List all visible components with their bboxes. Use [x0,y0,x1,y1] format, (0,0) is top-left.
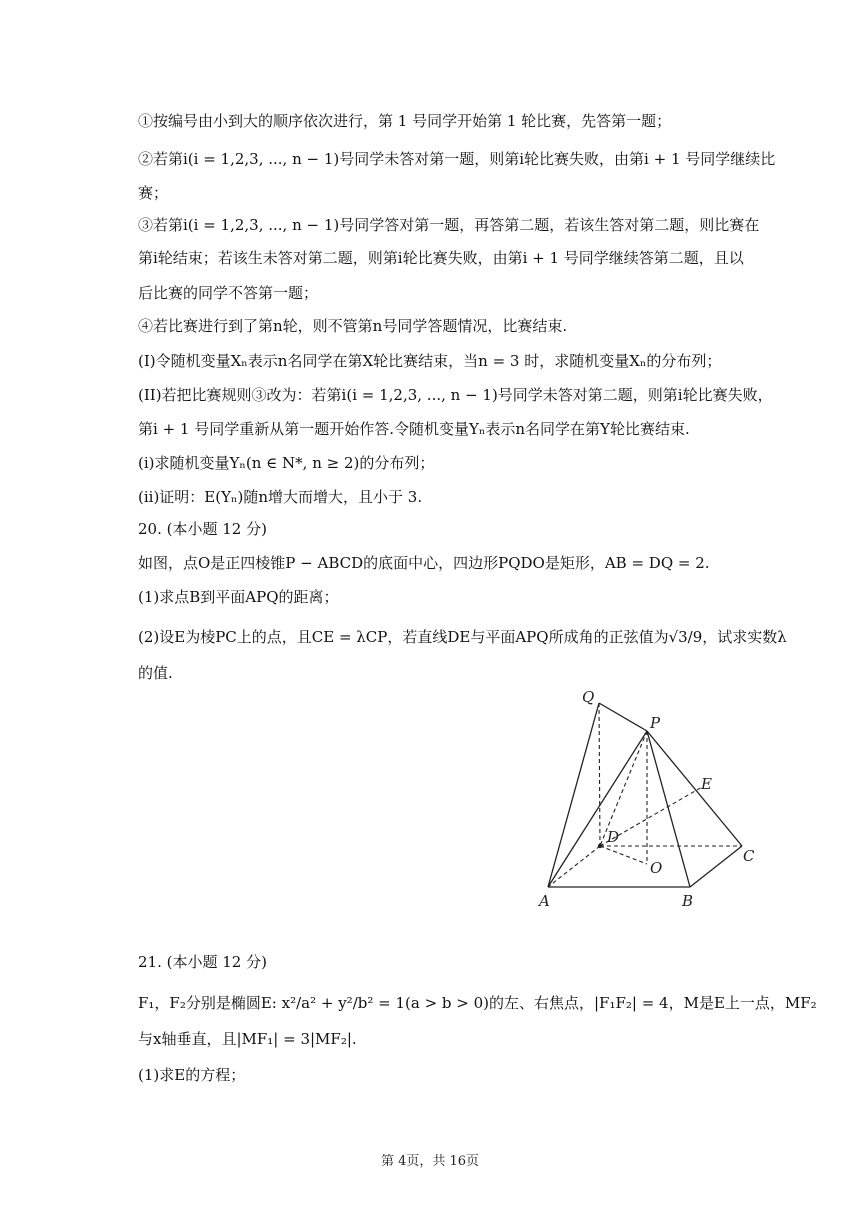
edge-DA [548,846,600,887]
edge-PA [548,731,647,887]
q20-part-2: (2)设E为棱PC上的点，且CE = λCP，若直线DE与平面APQ所成角的正弦值为√3/9，试求实数λ [138,628,787,646]
q21-stem: F₁，F₂分别是椭圆E: x²/a² + y²/b² = 1(a > b > 0)的左、右焦点，|F₁F₂| = 4，M是E上一点，MF₂ [138,994,817,1012]
pyramid-figure [530,686,770,914]
q19-part-II-b: 第i + 1 号同学重新从第一题开始作答.令随机变量Yₙ表示n名同学在第Y轮比赛结束. [138,420,690,438]
edge-QD [599,703,600,846]
q19-rule-3c: 后比赛的同学不答第一题； [138,284,319,302]
q20-title: 20. (本小题 12 分) [138,520,267,538]
q21-stem-2: 与x轴垂直，且|MF₁| = 3|MF₂|. [138,1030,357,1048]
edge-PC [647,731,742,846]
label-A: A [539,892,550,910]
q20-part-1: (1)求点B到平面APQ的距离； [138,588,339,606]
point-D [598,844,602,848]
label-C: C [743,847,755,865]
q20-part-2b: 的值. [138,664,173,682]
q19-rule-2a: ②若第i(i = 1,2,3, ..., n − 1)号同学未答对第一题，则第i轮比赛失败，由第i + 1 号同学继续比 [138,150,776,168]
edge-BC [690,846,742,887]
q19-rule-3b: 第i轮结束；若该生未答对第二题，则第i轮比赛失败，由第i + 1 号同学继续答第二题，且以 [138,249,744,267]
q20-stem: 如图，点O是正四棱锥P − ABCD的底面中心，四边形PQDO是矩形，AB = DQ = 2. [138,554,710,572]
label-D: D [607,828,620,846]
q19-rule-1: ①按编号由小到大的顺序依次进行，第 1 号同学开始第 1 轮比赛，先答第一题； [138,112,672,130]
q19-rule-4: ④若比赛进行到了第n轮，则不管第n号同学答题情况，比赛结束. [138,317,568,335]
label-P: P [650,714,661,732]
edge-DO [600,846,647,864]
label-Q: Q [582,688,595,706]
q19-rule-2b: 赛； [138,184,169,202]
label-B: B [682,892,694,910]
q19-part-ii: (ii)证明：E(Yₙ)随n增大而增大，且小于 3. [138,488,423,506]
edge-QP [599,703,647,731]
page-footer: 第 4页，共 16页 [380,1154,480,1169]
q21-part-1: (1)求E的方程； [138,1066,246,1084]
q19-rule-3a: ③若第i(i = 1,2,3, ..., n − 1)号同学答对第一题，再答第二题，若该生答对第二题，则比赛在 [138,216,760,234]
edge-QA [548,703,599,887]
label-E: E [701,775,712,793]
label-O: O [650,859,663,877]
q19-part-II-a: (II)若把比赛规则③改为：若第i(i = 1,2,3, ..., n − 1)号同学未答对第二题，则第i轮比赛失败， [138,386,773,404]
q21-title: 21. (本小题 12 分) [138,953,267,971]
q19-part-i: (i)求随机变量Yₙ(n ∈ N*, n ≥ 2)的分布列； [138,454,435,472]
q19-part-I: (I)令随机变量Xₙ表示n名同学在第X轮比赛结束，当n = 3 时，求随机变量Xₙ的分布列； [138,352,722,370]
